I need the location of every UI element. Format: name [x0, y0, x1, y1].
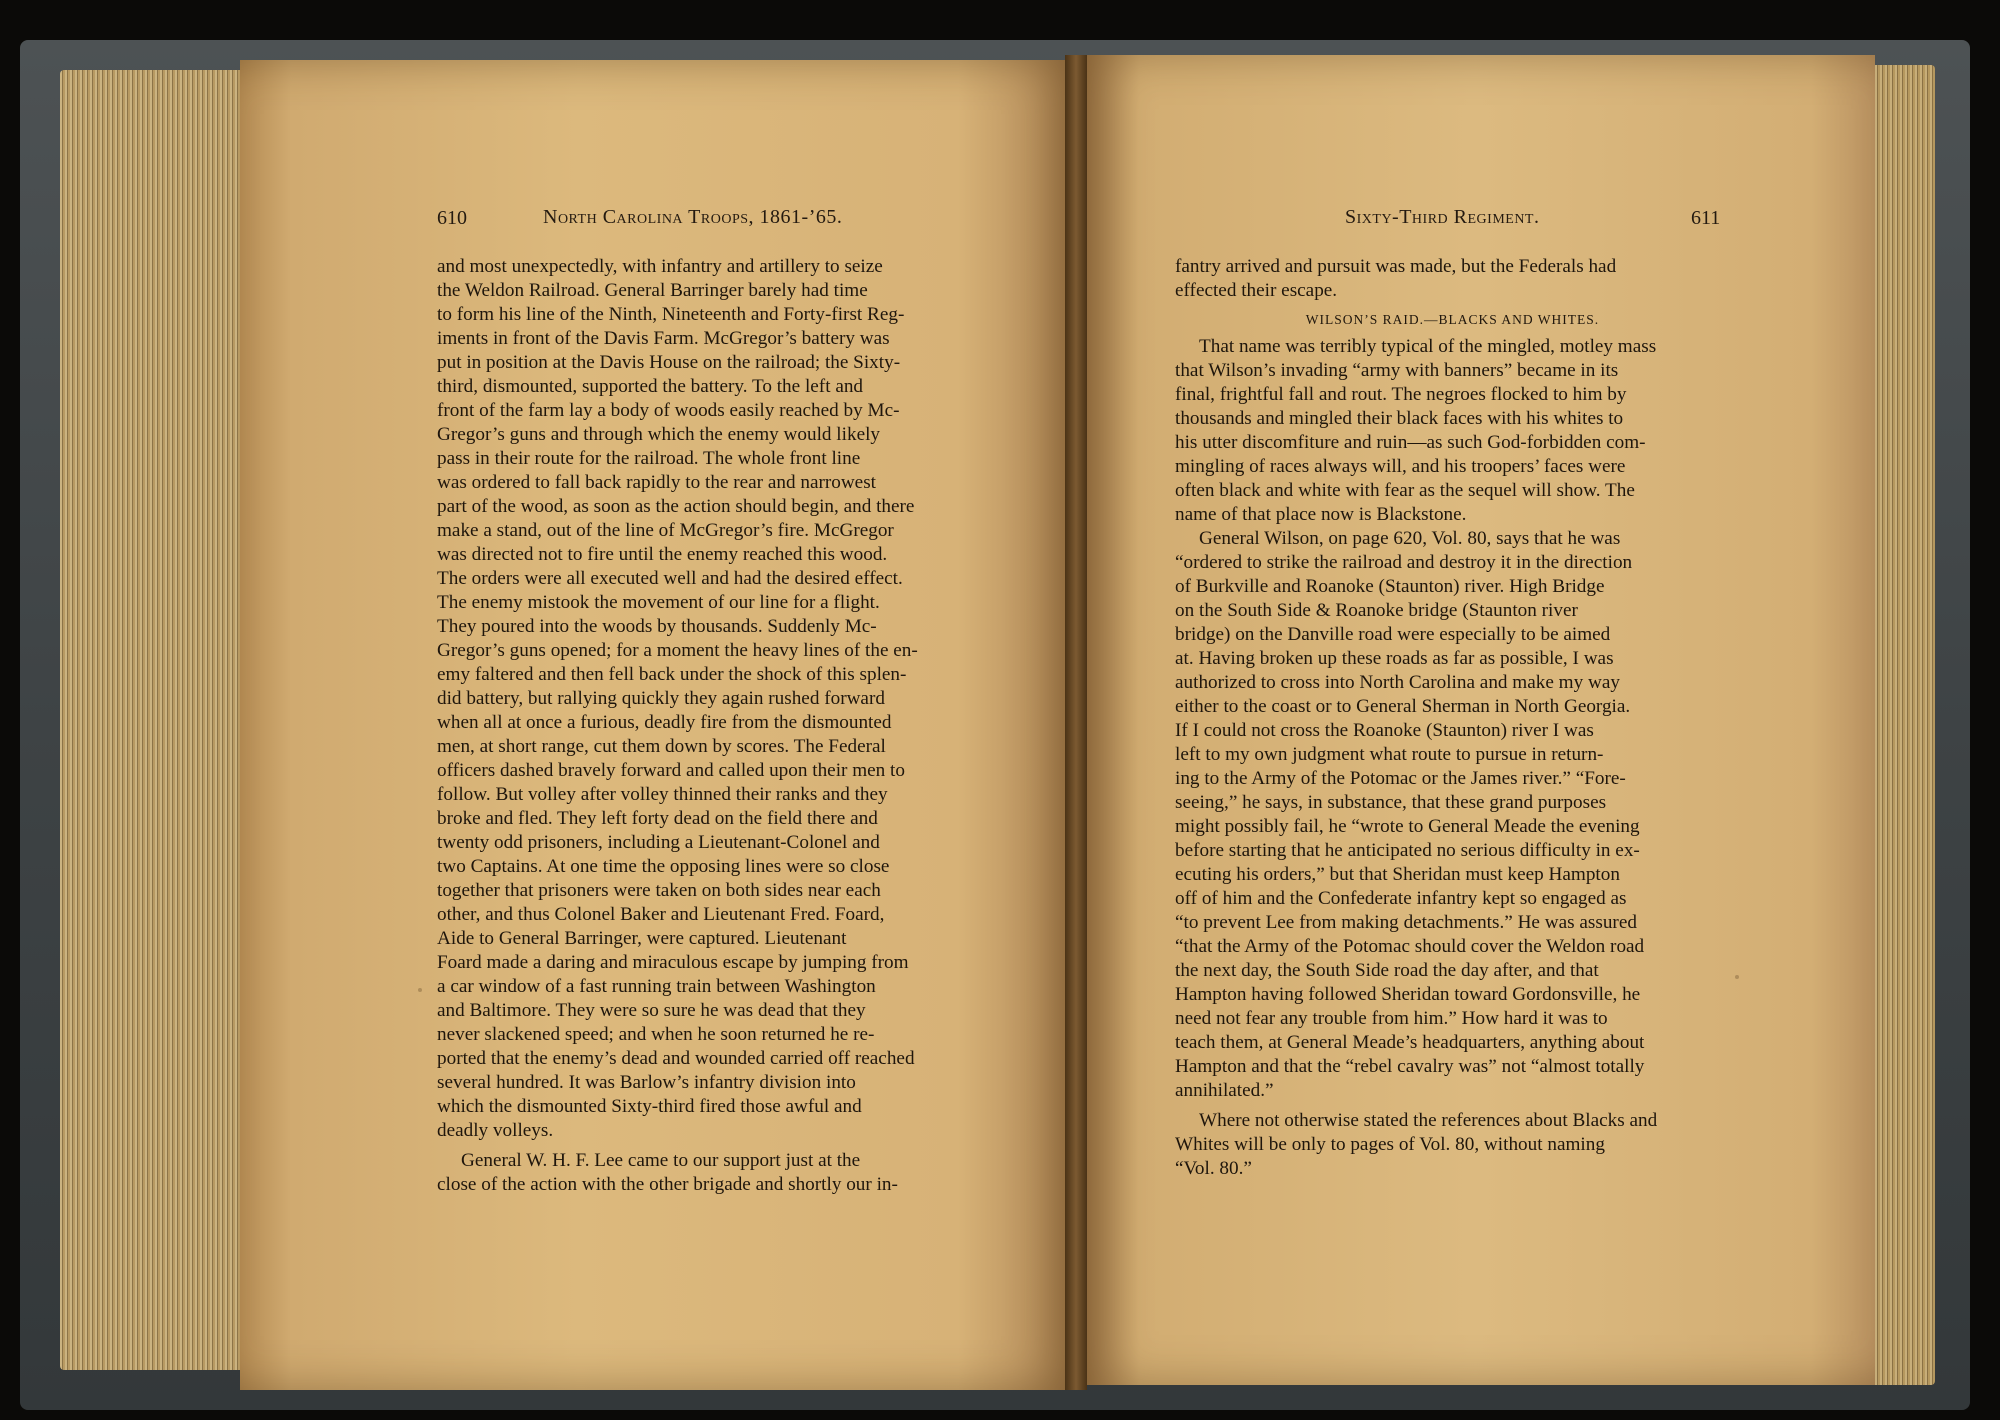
text-line: bridge) on the Danville road were especially to be aimed	[1175, 624, 1611, 645]
text-line: twenty odd prisoners, including a Lieutenant-Colonel and	[437, 832, 880, 853]
text-line: and Baltimore. They were so sure he was dead that they	[437, 1000, 866, 1021]
text-line: Whites will be only to pages of Vol. 80, without naming	[1175, 1134, 1605, 1155]
text-line: follow. But volley after volley thinned their ranks and they	[437, 784, 888, 805]
text-line: and most unexpectedly, with infantry and artillery to seize	[437, 256, 883, 277]
page-speck	[418, 988, 422, 992]
text-line: thousands and mingled their black faces with his whites to	[1175, 408, 1624, 429]
text-line: a car window of a fast running train between Washington	[437, 976, 876, 997]
text-line: General Wilson, on page 620, Vol. 80, says that he was	[1199, 528, 1621, 549]
text-line: Gregor’s guns opened; for a moment the heavy lines of the en-	[437, 640, 918, 661]
right-page-edges	[1865, 65, 1935, 1385]
text-line: officers dashed bravely forward and called upon their men to	[437, 760, 905, 781]
text-line: might possibly fail, he “wrote to General Meade the evening	[1175, 816, 1640, 837]
text-line: broke and fled. They left forty dead on the field there and	[437, 808, 878, 829]
text-line: often black and white with fear as the sequel will show. The	[1175, 480, 1635, 501]
text-line: pass in their route for the railroad. The whole front line	[437, 448, 861, 469]
text-line: emy faltered and then fell back under the shock of this splen-	[437, 664, 907, 685]
text-line: front of the farm lay a body of woods easily reached by Mc-	[437, 400, 900, 421]
text-line: Foard made a daring and miraculous escape by jumping from	[437, 952, 909, 973]
text-line: need not fear any trouble from him.” How hard it was to	[1175, 1008, 1608, 1029]
book-gutter	[1065, 55, 1087, 1390]
left-running-title: North Carolina Troops, 1861-’65.	[543, 206, 843, 228]
text-line: two Captains. At one time the opposing lines were so close	[437, 856, 890, 877]
text-line: Aide to General Barringer, were captured. Lieutenant	[437, 928, 847, 949]
text-line: that Wilson’s invading “army with banners” became in its	[1175, 360, 1619, 381]
text-line: Hampton having followed Sheridan toward Gordonsville, he	[1175, 984, 1641, 1005]
right-running-title: Sixty-Third Regiment.	[1345, 206, 1540, 228]
right-page-number: 611	[1691, 207, 1721, 229]
text-line: seeing,” he says, in substance, that these grand purposes	[1175, 792, 1607, 813]
text-line: The orders were all executed well and had the desired effect.	[437, 568, 903, 589]
text-line: when all at once a furious, deadly fire from the dismounted	[437, 712, 892, 733]
text-line: “that the Army of the Potomac should cover the Weldon road	[1175, 936, 1645, 957]
left-body-text	[437, 255, 1007, 1197]
text-line: Hampton and that the “rebel cavalry was” not “almost totally	[1175, 1056, 1645, 1077]
text-line: authorized to cross into North Carolina and make my way	[1175, 672, 1620, 693]
text-line: General W. H. F. Lee came to our support just at the	[461, 1150, 861, 1171]
text-line: his utter discomfiture and ruin—as such God-forbidden com-	[1175, 432, 1646, 453]
text-line: iments in front of the Davis Farm. McGregor’s battery was	[437, 328, 890, 349]
text-line: Where not otherwise stated the references about Blacks and	[1199, 1110, 1658, 1131]
text-line: They poured into the woods by thousands. Suddenly Mc-	[437, 616, 877, 637]
text-line: name of that place now is Blackstone.	[1175, 504, 1467, 525]
text-line: together that prisoners were taken on both sides near each	[437, 880, 881, 901]
text-line: mingling of races always will, and his troopers’ faces were	[1175, 456, 1626, 477]
text-line: the Weldon Railroad. General Barringer barely had time	[437, 280, 868, 301]
text-line: before starting that he anticipated no serious difficulty in ex-	[1175, 840, 1640, 861]
text-line: ing to the Army of the Potomac or the James river.” “Fore-	[1175, 768, 1626, 789]
text-line: part of the wood, as soon as the action should begin, and there	[437, 496, 915, 517]
text-line: The enemy mistook the movement of our line for a flight.	[437, 592, 880, 613]
text-line: to form his line of the Ninth, Nineteenth and Forty-first Reg-	[437, 304, 905, 325]
text-line: ported that the enemy’s dead and wounded carried off reached	[437, 1048, 915, 1069]
text-line: That name was terribly typical of the mingled, motley mass	[1199, 336, 1657, 357]
text-line: the next day, the South Side road the day after, and that	[1175, 960, 1599, 981]
text-line: on the South Side & Roanoke bridge (Staunton river	[1175, 600, 1578, 621]
text-line: never slackened speed; and when he soon returned he re-	[437, 1024, 875, 1045]
section-heading: WILSON’S RAID.—BLACKS AND WHITES.	[1305, 312, 1600, 327]
text-line: fantry arrived and pursuit was made, but the Federals had	[1175, 256, 1617, 277]
text-line: annihilated.”	[1175, 1080, 1274, 1101]
text-line: which the dismounted Sixty-third fired those awful and	[437, 1096, 862, 1117]
text-line: make a stand, out of the line of McGregor’s fire. McGregor	[437, 520, 894, 541]
text-line: off of him and the Confederate infantry kept so engaged as	[1175, 888, 1627, 909]
text-line: ecuting his orders,” but that Sheridan must keep Hampton	[1175, 864, 1620, 885]
text-line: left to my own judgment what route to pursue in return-	[1175, 744, 1604, 765]
text-line: several hundred. It was Barlow’s infantry division into	[437, 1072, 856, 1093]
text-line: did battery, but rallying quickly they again rushed forward	[437, 688, 885, 709]
text-line: other, and thus Colonel Baker and Lieutenant Fred. Foard,	[437, 904, 885, 925]
text-line: Gregor’s guns and through which the enemy would likely	[437, 424, 881, 445]
page-speck	[1735, 975, 1739, 979]
text-line: of Burkville and Roanoke (Staunton) river. High Bridge	[1175, 576, 1605, 597]
left-page-number: 610	[437, 207, 467, 229]
right-body-text	[1175, 255, 1730, 1181]
left-page-edges	[60, 70, 270, 1370]
text-line: close of the action with the other brigade and shortly our in-	[437, 1174, 898, 1195]
text-line: either to the coast or to General Sherman in North Georgia.	[1175, 696, 1631, 717]
text-line: at. Having broken up these roads as far as possible, I was	[1175, 648, 1614, 669]
text-line: deadly volleys.	[437, 1120, 554, 1141]
text-line: If I could not cross the Roanoke (Staunton) river I was	[1175, 720, 1594, 741]
text-line: put in position at the Davis House on the railroad; the Sixty-	[437, 352, 901, 373]
text-line: “to prevent Lee from making detachments.” He was assured	[1175, 912, 1637, 933]
text-line: was ordered to fall back rapidly to the rear and narrowest	[437, 472, 876, 493]
text-line: final, frightful fall and rout. The negroes flocked to him by	[1175, 384, 1627, 405]
text-line: third, dismounted, supported the battery. To the left and	[437, 376, 864, 397]
text-line: teach them, at General Meade’s headquarters, anything about	[1175, 1032, 1645, 1053]
text-line: “Vol. 80.”	[1175, 1158, 1252, 1179]
text-line: “ordered to strike the railroad and destroy it in the direction	[1175, 552, 1633, 573]
text-line: effected their escape.	[1175, 280, 1338, 301]
text-line: men, at short range, cut them down by scores. The Federal	[437, 736, 886, 757]
text-line: was directed not to fire until the enemy reached this wood.	[437, 544, 888, 565]
